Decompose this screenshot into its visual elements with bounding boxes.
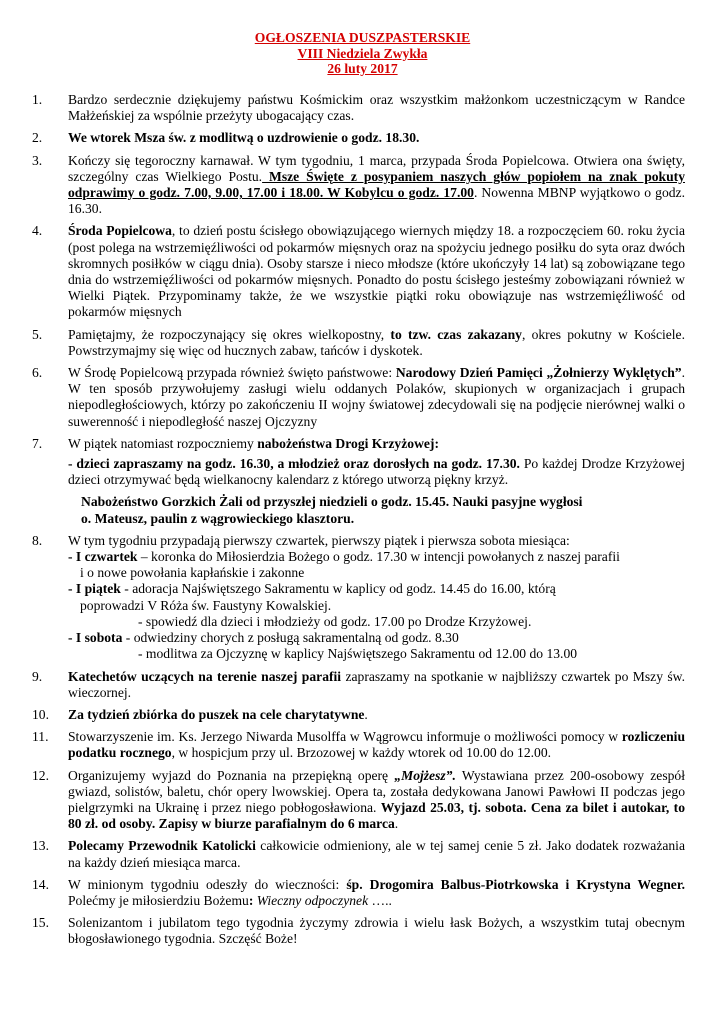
item-text: W piątek natomiast rozpoczniemy (68, 435, 258, 451)
item-text-emphasis: Narodowy Dzień Pamięci „Żołnierzy Wyklętych” (395, 365, 682, 381)
first-friday-cont: poprowadzi V Róża św. Faustyny Kowalskiej. (80, 597, 332, 613)
item-number: 15. (32, 915, 49, 931)
first-saturday-text: - odwiedziny chorych z posługą sakramentalną od godz. 8.30 (122, 630, 459, 646)
list-item (32, 768, 685, 833)
first-saturday-prayer: - modlitwa za Ojczyznę w kaplicy Najświętszego Sakramentu od 12.00 do 13.00 (138, 646, 578, 662)
item-number: 4. (32, 223, 43, 239)
header (0, 0, 725, 77)
sunday-title: VIII Niedziela Zwykła (297, 45, 428, 61)
item-text-emphasis: Polecamy Przewodnik Katolicki (68, 838, 256, 854)
item-text-emphasis: rozliczeniu podatku rocznego (68, 729, 685, 761)
item-number: 14. (32, 876, 49, 892)
list-item (32, 877, 685, 909)
stations-note-end: z którego utworzą piękny krzyż. (329, 472, 509, 488)
item-text-emphasis: Środa Popielcowa (68, 223, 172, 239)
item-number: 3. (32, 152, 43, 168)
item-text: Wystawiana przez 200-osobowy zespół gwiazd, solistów, baletu, chór opery lwowskiej. Opera ta, została dedykowana Janowi Pawłowi II podczas jego pielgrzymki na Ukrainę i przez niego pobłogosławiona. (68, 767, 685, 815)
item-text: . Nowenna MBNP wyjątkowo o godz. 16.30. (68, 185, 685, 217)
item-number: 10. (32, 706, 49, 722)
opera-title: „Mojżesz”. (394, 767, 456, 783)
item-text: Bardzo serdecznie dziękujemy państwu Kośmickim oraz wszystkim małżonkom uczestniczącym w Randce Małżeńskiej za wspólnie przeżyty ubogacający czas. (68, 92, 685, 124)
lenten-devotion-line: Nabożeństwo Gorzkich Żali od przyszłej niedzieli o godz. 15.45. Nauki pasyjne wygłosi (81, 494, 583, 510)
item-number: 13. (32, 838, 49, 854)
item-text: W Środę Popielcową przypada również święto państwowe: (68, 365, 396, 381)
item-text: całkowicie odmieniony, ale w tej samej cenie 5 zł. Jako dodatek rozważania na każdy dzień miesiąca marca. (68, 838, 685, 870)
list-item (32, 533, 685, 663)
list-item (32, 327, 685, 359)
item-text: Stowarzyszenie im. Ks. Jerzego Niwarda Musolffa w Wągrowcu informuje o możliwości pomocy w (68, 729, 622, 745)
list-item (32, 838, 685, 870)
item-number: 9. (32, 668, 43, 684)
stations-times: - dzieci zapraszamy na godz. 16.30, a młodzież oraz dorosłych na godz. 17.30. (68, 456, 520, 472)
item-text: . W ten sposób przywołujemy zasługi wielu oddanych Polaków, skupionych w organizacjach i grupach niepodległościowych, którzy po zakończeniu II wojny światowej zdecydowali się na podjęcie nierównej walki o suwerenność i niepodległość naszej Ojczyzny (68, 365, 685, 429)
first-saturday-label: - I sobota (68, 630, 123, 646)
item-text: Pamiętajmy, że rozpoczynający się okres wielkopostny, (68, 326, 391, 342)
item-text: Solenizantom i jubilatom tego tygodnia życzymy zdrowia i wielu łask Bożych, a wszystkim tutaj obecnym błogosławionego tygodnia. Szczęść Boże! (68, 915, 685, 947)
item-text-emphasis: nabożeństwa Drogi Krzyżowej: (257, 435, 439, 451)
item-text-emphasis: to tzw. czas zakazany (390, 326, 522, 342)
list-item (32, 153, 685, 218)
first-thursday-cont: i o nowe powołania kapłańskie i zakonne (80, 565, 305, 581)
first-friday-confession: - spowiedź dla dzieci i młodzieży od godz. 17.00 po Drodze Krzyżowej. (138, 613, 532, 629)
list-item (32, 92, 685, 124)
first-friday-label: - I piątek (68, 581, 121, 597)
item-number: 12. (32, 767, 49, 783)
item-text: . (394, 816, 399, 832)
item-text: zapraszamy na spotkanie w najbliższy czwartek po Mszy św. wieczornej. (68, 668, 685, 700)
item-text: . (364, 706, 368, 722)
first-friday (68, 581, 685, 597)
list-item (32, 669, 685, 701)
lenten-devotion-block (32, 494, 685, 526)
item-number: 11. (32, 729, 49, 745)
page-title: OGŁOSZENIA DUSZPASTERSKIE (254, 30, 471, 45)
prayer-title: Wieczny odpoczynek (253, 892, 369, 908)
item-text: , w hospicjum przy ul. Brzozowej w każdy wtorek od 10.00 do 12.00. (171, 745, 552, 761)
first-friday-text: - adoracja Najświętszego Sakramentu w kaplicy od godz. 14.45 do 16.00, którą (120, 581, 556, 597)
item-text: Organizujemy wyjazd do Poznania na przepiękną operę (68, 767, 395, 783)
item-text-emphasis: Katechetów uczących na terenie naszej parafii (68, 668, 342, 684)
first-thursday-text: – koronka do Miłosierdzia Bożego o godz. 17.30 w intencji powołanych z naszej parafii (137, 549, 620, 565)
item-number: 7. (32, 435, 43, 451)
item-text: , okres pokutny w Kościele. Powstrzymajmy się więc od hucznych zabaw, tańców i dyskotek. (68, 326, 685, 358)
list-item (32, 365, 685, 430)
item-text: Kończy się tegoroczny karnawał. W tym tygodniu, 1 marca, przypada Środa Popielcowa. Otwiera ona święty, szczególny czas Wielkiego Postu. (68, 152, 685, 184)
first-thursday (68, 549, 685, 565)
item-text-emphasis: : (248, 892, 254, 908)
date: 26 luty 2017 (327, 61, 398, 76)
list-item (32, 915, 685, 947)
item-text-emphasis: Msze Święte z posypaniem naszych głów popiołem na znak pokuty odprawimy o godz. 7.00, 9.00, 17.00 i 18.00. W Kobylcu o godz. 17.00 (68, 168, 685, 201)
item-text: W minionym tygodniu odeszły do wieczności: (68, 876, 347, 892)
lenten-devotion-line: o. Mateusz, paulin z wągrowieckiego klasztoru. (81, 510, 355, 526)
first-days-intro: W tym tygodniu przypadają pierwszy czwartek, pierwszy piątek i pierwsza sobota miesiąca: (68, 532, 570, 548)
first-thursday-label: - I czwartek (68, 549, 138, 565)
item-number: 2. (32, 130, 43, 146)
item-text: ….. (368, 892, 392, 908)
item-number: 5. (32, 326, 43, 342)
item-text-emphasis: Za tydzień zbiórka do puszek na cele charytatywne (68, 706, 365, 722)
list-item (32, 729, 685, 761)
item-number: 1. (32, 92, 43, 107)
first-saturday (68, 630, 685, 646)
stations-note-word: kalendarz (276, 472, 330, 488)
item-text-emphasis: śp. Drogomira Balbus-Piotrkowska i Krystyna Wegner. (346, 876, 685, 892)
stations-schedule (32, 456, 685, 488)
item-text-emphasis: Wyjazd 25.03, tj. sobota. Cena za bilet i autokar, to 80 zł. od osoby. Zapisy w biurze parafialnym do 6 marca (68, 799, 685, 832)
item-text: , to dzień postu ścisłego obowiązującego wiernych między 18. a rozpoczęciem 60. roku życia (post polega na wstrzemięźliwości od pokarmów mięsnych oraz na spożyciu jednego posiłku do syta oraz dwóch skromnych posiłków w ciągu dnia). Osoby starsze i nieco młodsze (które ukończyły 14 lat) są zobowiązane tego dnia do wstrzemięźliwości od pokarmów mięsnych. Ponadto do postu ścisłego jesteśmy zobowiązani również w Wielki Piątek. Przypominamy także, że we wszystkie piątki roku obowiązuje nas wstrzemięźliwość od pokarmów mięsnych (68, 223, 685, 320)
list-item (32, 223, 685, 320)
item-text: Polećmy je miłosierdziu Bożemu (68, 892, 249, 908)
stations-note: Po każdej Drodze Krzyżowej dzieci otrzymywać będą wielkanocny (68, 456, 685, 488)
list-item (32, 436, 685, 452)
list-item (32, 707, 685, 723)
list-item (32, 130, 685, 146)
item-number: 8. (32, 532, 43, 548)
announcement-list (32, 92, 685, 954)
item-text: We wtorek Msza św. z modlitwą o uzdrowienie o godz. 18.30. (68, 130, 420, 146)
item-number: 6. (32, 365, 43, 381)
